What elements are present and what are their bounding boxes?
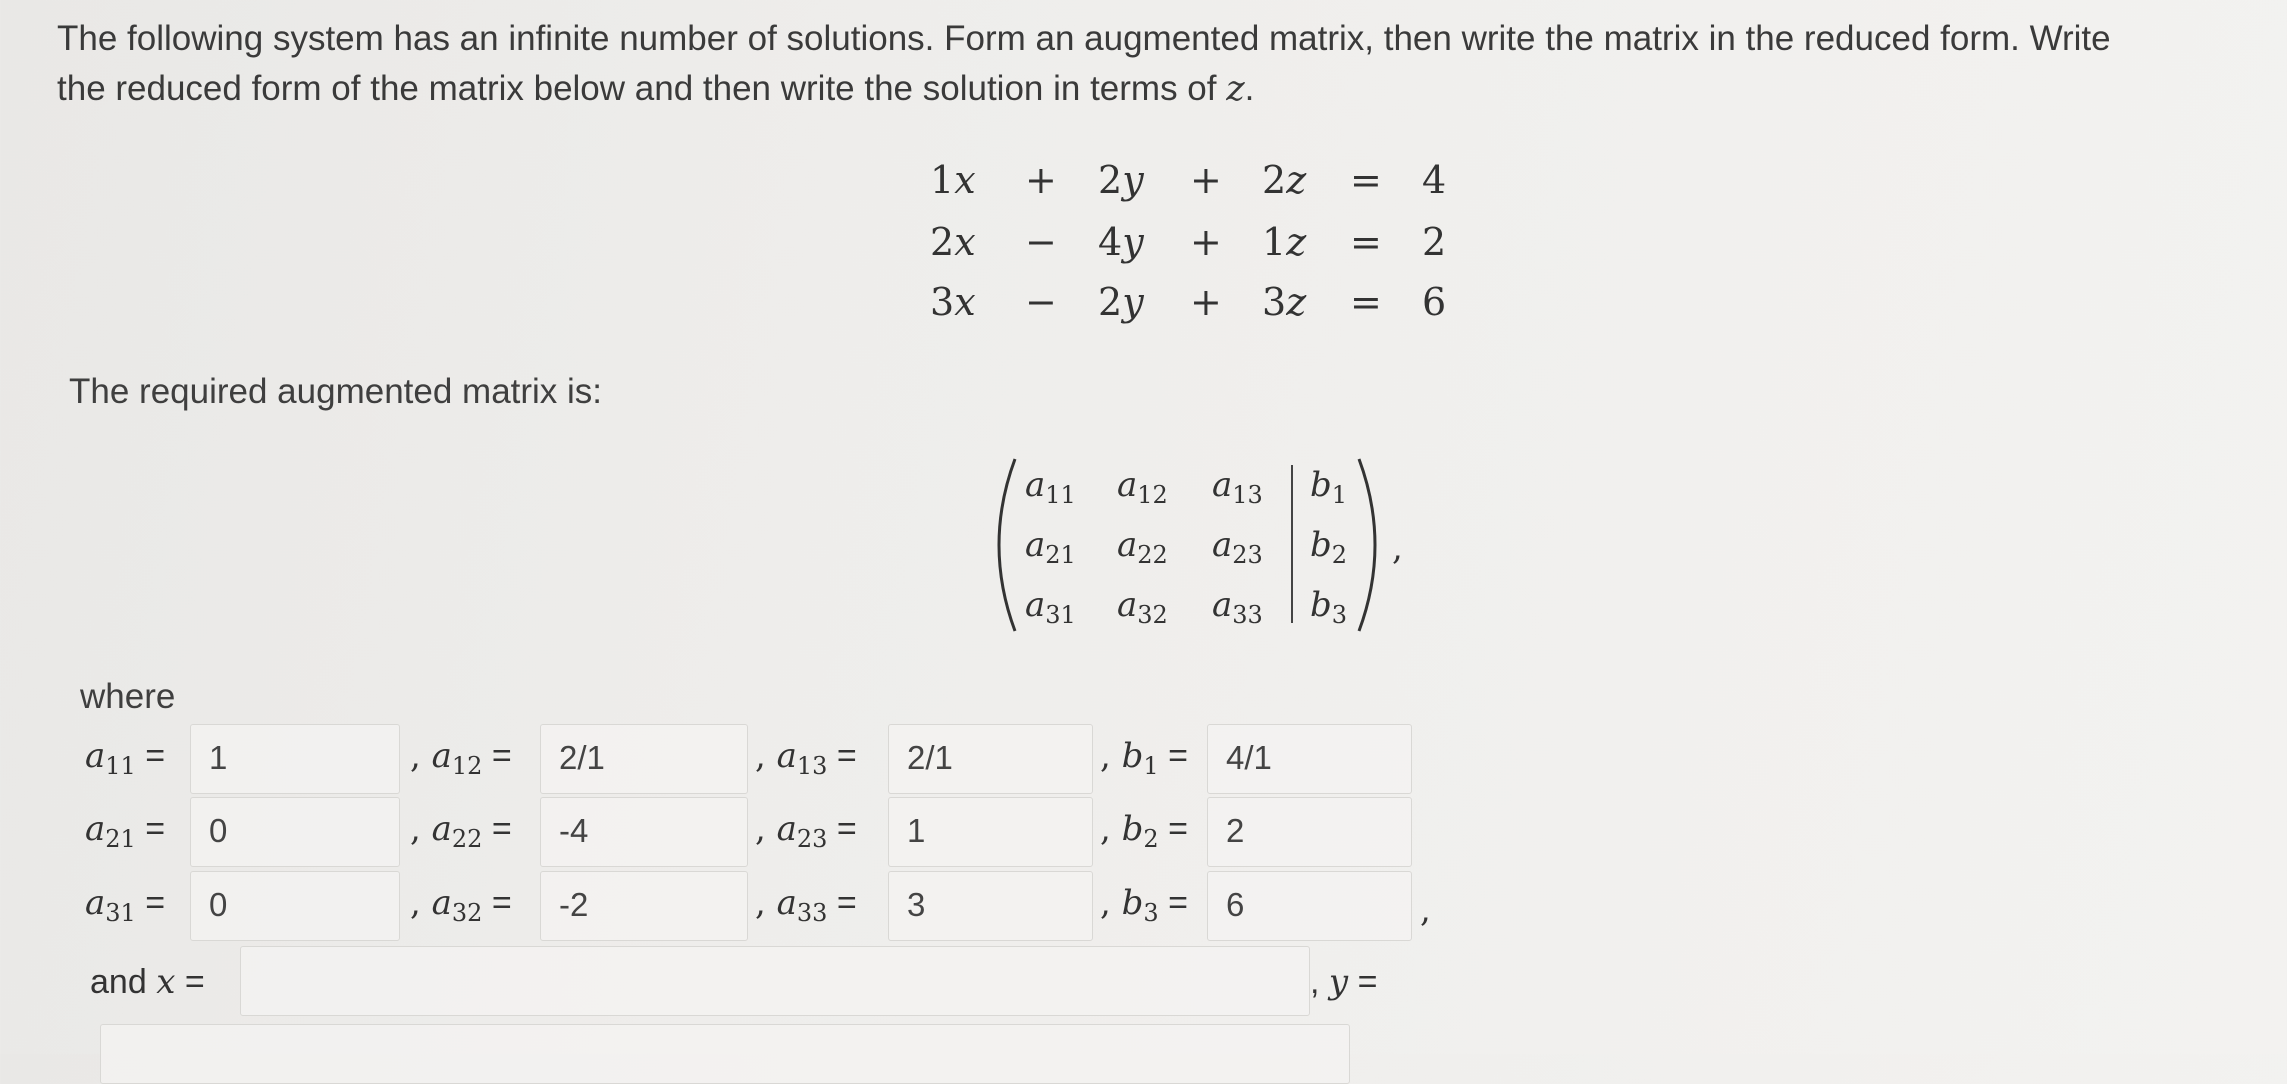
matrix-entry-a31: $a_{31}$: [1025, 585, 1076, 629]
field-label-a23: , $a_{23}$ =: [755, 809, 857, 853]
field-label-a31: $a_{31}$ =: [85, 883, 166, 927]
input-value: 2/1: [907, 739, 953, 776]
equation-term: +: [1190, 220, 1222, 264]
matrix-entry-a12: $a_{12}$: [1117, 465, 1168, 509]
input-value: -2: [559, 886, 589, 923]
equation-term: 1z: [1262, 220, 1307, 264]
field-label-a33: , $a_{33}$ =: [755, 883, 857, 927]
right-paren-icon: [1359, 459, 1375, 631]
equation-term: 3z: [1262, 280, 1307, 324]
input-b3[interactable]: [1207, 871, 1412, 941]
input-a32[interactable]: [540, 871, 748, 941]
field-label-a22: , $a_{22}$ =: [410, 809, 512, 853]
equation-term: 4: [1422, 158, 1447, 202]
input-value: 1: [907, 812, 926, 849]
x-label: and x =: [90, 962, 205, 1002]
equation-term: 2x: [930, 220, 976, 264]
equation-term: 2z: [1262, 158, 1307, 202]
matrix-entry-a22: $a_{22}$: [1117, 525, 1168, 569]
input-value: 3: [907, 886, 926, 923]
input-a21[interactable]: [190, 797, 400, 867]
input-value: 6: [1226, 886, 1245, 923]
row-end-comma: ,: [1420, 890, 1431, 930]
matrix-entry-b1: $b_1$: [1310, 465, 1348, 509]
input-value: 4/1: [1226, 739, 1272, 776]
matrix-trailing-comma: ,: [1392, 528, 1403, 568]
equation-term: 2y: [1098, 280, 1144, 324]
matrix-entry-b3: $b_3$: [1310, 585, 1348, 629]
equation-term: 2y: [1098, 158, 1144, 202]
matrix-entry-b2: $b_2$: [1310, 525, 1348, 569]
field-label-b1: , $b_1$ =: [1100, 736, 1188, 780]
input-value: 2/1: [559, 739, 605, 776]
input-a12[interactable]: [540, 724, 748, 794]
input-value: 0: [209, 886, 228, 923]
matrix-entry-a32: $a_{32}$: [1117, 585, 1168, 629]
matrix-entry-a13: $a_{13}$: [1212, 465, 1263, 509]
equation-term: 3x: [930, 280, 976, 324]
equation-term: =: [1350, 158, 1382, 202]
input-value: 1: [209, 739, 228, 776]
field-label-b2: , $b_2$ =: [1100, 809, 1188, 853]
matrix-entry-a33: $a_{33}$: [1212, 585, 1263, 629]
field-label-a12: , $a_{12}$ =: [410, 736, 512, 780]
x-solution-input[interactable]: [240, 946, 1310, 1016]
input-value: 2: [1226, 812, 1245, 849]
equation-term: +: [1190, 280, 1222, 324]
next-input-partial[interactable]: [100, 1024, 1350, 1084]
equation-term: 2: [1422, 220, 1447, 264]
matrix-entry-a11: $a_{11}$: [1025, 465, 1076, 509]
field-label-a11: $a_{11}$ =: [85, 736, 166, 780]
input-b2[interactable]: [1207, 797, 1412, 867]
input-a31[interactable]: [190, 871, 400, 941]
input-a13[interactable]: [888, 724, 1093, 794]
prompt-line-1: The following system has an infinite number of solutions. Form an augmented matrix, then write the matrix in the reduced form. Write: [57, 19, 2111, 58]
input-b1[interactable]: [1207, 724, 1412, 794]
equation-term: −: [1025, 220, 1057, 264]
question-prompt: [57, 14, 2257, 114]
equation-term: 1x: [930, 158, 976, 202]
equation-term: +: [1190, 158, 1222, 202]
input-a11[interactable]: [190, 724, 400, 794]
input-a22[interactable]: [540, 797, 748, 867]
y-label: , y =: [1310, 962, 1378, 1002]
equation-term: =: [1350, 280, 1382, 324]
equation-term: 6: [1422, 280, 1447, 324]
field-label-a32: , $a_{32}$ =: [410, 883, 512, 927]
equation-term: 4y: [1098, 220, 1144, 264]
input-value: 0: [209, 812, 228, 849]
prompt-line-2: the reduced form of the matrix below and then write the solution in terms of z.: [57, 69, 1255, 109]
field-label-b3: , $b_3$ =: [1100, 883, 1188, 927]
equation-term: −: [1025, 280, 1057, 324]
input-value: -4: [559, 812, 589, 849]
left-paren-icon: [999, 459, 1015, 631]
where-label: where: [80, 677, 176, 716]
field-label-a13: , $a_{13}$ =: [755, 736, 857, 780]
matrix-entry-a23: $a_{23}$: [1212, 525, 1263, 569]
equation-term: =: [1350, 220, 1382, 264]
field-label-a21: $a_{21}$ =: [85, 809, 166, 853]
augmented-matrix-label: The required augmented matrix is:: [69, 372, 603, 411]
input-a23[interactable]: [888, 797, 1093, 867]
input-a33[interactable]: [888, 871, 1093, 941]
equation-term: +: [1025, 158, 1057, 202]
matrix-entry-a21: $a_{21}$: [1025, 525, 1076, 569]
